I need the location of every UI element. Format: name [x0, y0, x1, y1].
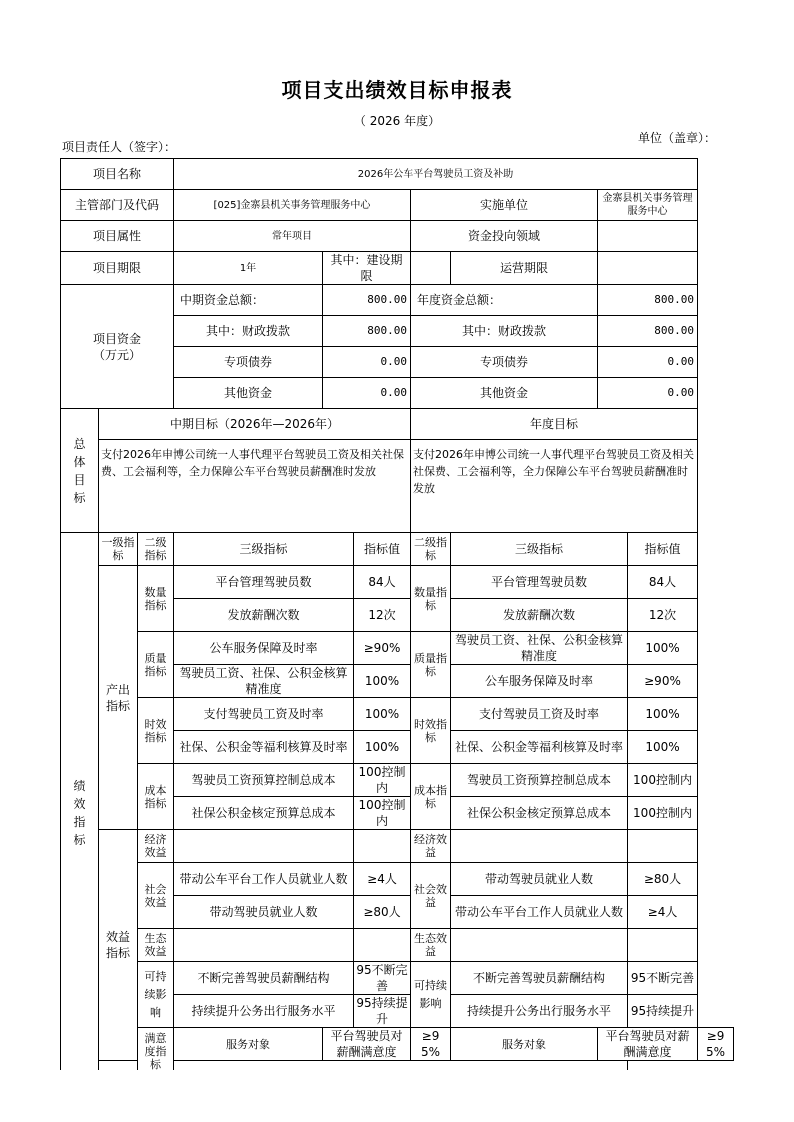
- social-label-left: 社会效益: [138, 863, 174, 929]
- economic-r3: [451, 830, 628, 863]
- year-other-value: 0.00: [598, 378, 698, 409]
- sustainable-label-left: 可持续影响: [138, 962, 174, 1028]
- mid-goal-header: 中期目标（2026年—2026年）: [99, 409, 411, 440]
- cost-label-right: 成本指标: [411, 764, 451, 830]
- social-v3b: ≥80人: [354, 896, 411, 929]
- level3-header-left: 三级指标: [174, 533, 354, 566]
- ecological-label-right: 生态效益: [411, 929, 451, 962]
- quality-rv3a: 100%: [628, 632, 698, 665]
- mid-goal-text: 支付2026年申博公司统一人事代理平台驾驶员工资及相关社保费、工会福利等，全力保障公车平台驾驶员薪酬准时发放: [99, 440, 411, 533]
- overall-goal-label: 总体目标: [61, 409, 99, 533]
- economic-l3: [174, 830, 354, 863]
- quantity-label-right: 数量指标: [411, 566, 451, 632]
- mid-fiscal-label: 其中：财政拨款: [174, 316, 323, 347]
- social-label-right: 社会效益: [411, 863, 451, 929]
- ecological-label-left: 生态效益: [138, 929, 174, 962]
- quality-l3a: 公车服务保障及时率: [174, 632, 354, 665]
- ecological-l3: [174, 929, 354, 962]
- quality-rv3b: ≥90%: [628, 665, 698, 698]
- sustainable-v3a: 95不断完善: [354, 962, 411, 995]
- timeliness-label-left: 时效指标: [138, 698, 174, 764]
- social-r3b: 带动公车平台工作人员就业人数: [451, 896, 628, 929]
- sustainable-rv3a: 95不断完善: [628, 962, 698, 995]
- year-bond-label: 专项债券: [411, 347, 598, 378]
- impl-unit-value: 金寨县机关事务管理服务中心: [598, 190, 698, 221]
- service-label-left: 服务对象: [174, 1028, 323, 1061]
- invest-field-value: [598, 221, 698, 252]
- performance-form-table: [60, 158, 734, 1070]
- cost-l3b: 社保公积金核定预算总成本: [174, 797, 354, 830]
- year-fiscal-value: 800.00: [598, 316, 698, 347]
- timeliness-l3a: 支付驾驶员工资及时率: [174, 698, 354, 731]
- service-label-right: 服务对象: [451, 1028, 598, 1061]
- social-rv3a: ≥80人: [628, 863, 698, 896]
- year-goal-text: 支付2026年申博公司统一人事代理平台驾驶员工资及相关社保费、工会福利等，全力保障公车平台驾驶员薪酬准时发放: [411, 440, 698, 533]
- service-l3a: 平台驾驶员对薪酬满意度: [323, 1028, 411, 1061]
- mid-total-label: 中期资金总额：: [174, 285, 323, 316]
- year-bond-value: 0.00: [598, 347, 698, 378]
- operation-period-value: [598, 252, 698, 285]
- benefit-indicator-label: 效益指标: [99, 830, 138, 1061]
- value-header-right: 指标值: [628, 533, 698, 566]
- year-total-label: 年度资金总额：: [411, 285, 598, 316]
- timeliness-r3b: 社保、公积金等福利核算及时率: [451, 731, 628, 764]
- ecological-r3: [451, 929, 628, 962]
- quantity-l3a: 平台管理驾驶员数: [174, 566, 354, 599]
- form-container: [60, 158, 735, 1070]
- project-attr-value: 常年项目: [174, 221, 411, 252]
- invest-field-label: 资金投向领域: [411, 221, 598, 252]
- cost-r3b: 社保公积金核定预算总成本: [451, 797, 628, 830]
- level2-header-left: 二级指标: [138, 533, 174, 566]
- quality-label-left: 质量指标: [138, 632, 174, 698]
- cost-rv3b: 100控制内: [628, 797, 698, 830]
- sustainable-r3b: 持续提升公务出行服务水平: [451, 995, 628, 1028]
- sustainable-label-right: 可持续影响: [411, 962, 451, 1028]
- quantity-r3a: 平台管理驾驶员数: [451, 566, 628, 599]
- cost-l3a: 驾驶员工资预算控制总成本: [174, 764, 354, 797]
- sustainable-l3b: 持续提升公务出行服务水平: [174, 995, 354, 1028]
- timeliness-label-right: 时效指标: [411, 698, 451, 764]
- quantity-v3b: 12次: [354, 599, 411, 632]
- unit-stamp-label: 单位（盖章）：: [638, 131, 717, 145]
- responsible-signature-label: 项目责任人（签字）：: [62, 140, 177, 154]
- overflow-row: [99, 1061, 628, 1071]
- sustainable-v3b: 95持续提升: [354, 995, 411, 1028]
- dept-label: 主管部门及代码: [61, 190, 174, 221]
- ecological-rv3: [628, 929, 698, 962]
- mid-other-label: 其他资金: [174, 378, 323, 409]
- satisfaction-indicator-label: 满意度指标: [138, 1028, 174, 1071]
- timeliness-v3b: 100%: [354, 731, 411, 764]
- quantity-rv3b: 12次: [628, 599, 698, 632]
- timeliness-l3b: 社保、公积金等福利核算及时率: [174, 731, 354, 764]
- year-total-value: 800.00: [598, 285, 698, 316]
- year-goal-header: 年度目标: [411, 409, 698, 440]
- mid-other-value: 0.00: [323, 378, 411, 409]
- quality-r3a: 驾驶员工资、社保、公积金核算精准度: [451, 632, 628, 665]
- value-header-left: 指标值: [354, 533, 411, 566]
- build-period-label: 其中：建设期限: [323, 252, 411, 285]
- project-period-label: 项目期限: [61, 252, 174, 285]
- economic-label-left: 经济效益: [138, 830, 174, 863]
- timeliness-rv3a: 100%: [628, 698, 698, 731]
- mid-total-value: 800.00: [323, 285, 411, 316]
- quantity-rv3a: 84人: [628, 566, 698, 599]
- perf-indicator-label: 绩效指标: [61, 533, 99, 1071]
- project-period-value: 1年: [174, 252, 323, 285]
- quality-label-right: 质量指标: [411, 632, 451, 698]
- mid-bond-label: 专项债券: [174, 347, 323, 378]
- project-name-value: 2026年公车平台驾驶员工资及补助: [174, 159, 698, 190]
- build-period-value: [411, 252, 451, 285]
- timeliness-r3a: 支付驾驶员工资及时率: [451, 698, 628, 731]
- social-v3a: ≥4人: [354, 863, 411, 896]
- service-rv3a: ≥95%: [698, 1028, 734, 1061]
- service-v3a: ≥95%: [411, 1028, 451, 1061]
- quantity-l3b: 发放薪酬次数: [174, 599, 354, 632]
- operation-period-label: 运营期限: [451, 252, 598, 285]
- quantity-r3b: 发放薪酬次数: [451, 599, 628, 632]
- quantity-label-left: 数量指标: [138, 566, 174, 632]
- quantity-v3a: 84人: [354, 566, 411, 599]
- level2-header-right: 二级指标: [411, 533, 451, 566]
- quality-r3b: 公车服务保障及时率: [451, 665, 628, 698]
- year-line: （ 2026 年度）: [353, 114, 441, 128]
- funds-label: 项目资金 （万元）: [61, 285, 174, 409]
- social-rv3b: ≥4人: [628, 896, 698, 929]
- year-fiscal-label: 其中：财政拨款: [411, 316, 598, 347]
- impl-unit-label: 实施单位: [411, 190, 598, 221]
- sustainable-l3a: 不断完善驾驶员薪酬结构: [174, 962, 354, 995]
- cost-rv3a: 100控制内: [628, 764, 698, 797]
- cost-v3a: 100控制内: [354, 764, 411, 797]
- sustainable-rv3b: 95持续提升: [628, 995, 698, 1028]
- ecological-v3: [354, 929, 411, 962]
- social-l3b: 带动驾驶员就业人数: [174, 896, 354, 929]
- mid-bond-value: 0.00: [323, 347, 411, 378]
- project-name-label: 项目名称: [61, 159, 174, 190]
- output-indicator-label: 产出指标: [99, 566, 138, 830]
- project-attr-label: 项目属性: [61, 221, 174, 252]
- economic-v3: [354, 830, 411, 863]
- quality-l3b: 驾驶员工资、社保、公积金核算精准度: [174, 665, 354, 698]
- social-r3a: 带动驾驶员就业人数: [451, 863, 628, 896]
- economic-rv3: [628, 830, 698, 863]
- year-other-label: 其他资金: [411, 378, 598, 409]
- sustainable-r3a: 不断完善驾驶员薪酬结构: [451, 962, 628, 995]
- timeliness-rv3b: 100%: [628, 731, 698, 764]
- cost-r3a: 驾驶员工资预算控制总成本: [451, 764, 628, 797]
- economic-label-right: 经济效益: [411, 830, 451, 863]
- page-title: 项目支出绩效目标申报表: [281, 78, 513, 102]
- quality-v3b: 100%: [354, 665, 411, 698]
- level1-header: 一级指标: [99, 533, 138, 566]
- service-r3a: 平台驾驶员对薪酬满意度: [598, 1028, 698, 1061]
- cost-v3b: 100控制内: [354, 797, 411, 830]
- quality-v3a: ≥90%: [354, 632, 411, 665]
- cost-label-left: 成本指标: [138, 764, 174, 830]
- dept-value: [025]金寨县机关事务管理服务中心: [174, 190, 411, 221]
- timeliness-v3a: 100%: [354, 698, 411, 731]
- mid-fiscal-value: 800.00: [323, 316, 411, 347]
- level3-header-right: 三级指标: [451, 533, 628, 566]
- social-l3a: 带动公车平台工作人员就业人数: [174, 863, 354, 896]
